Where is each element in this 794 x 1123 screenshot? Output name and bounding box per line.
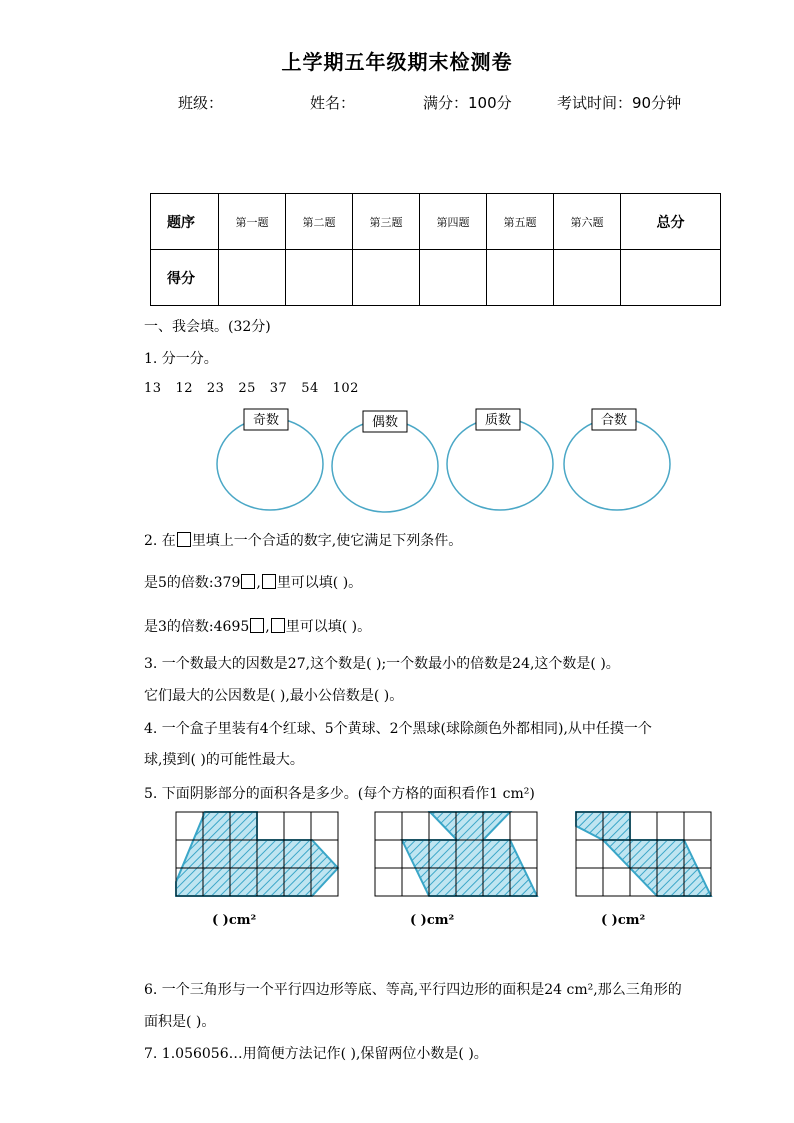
grid-figure-3 bbox=[576, 812, 711, 896]
page-title: 上学期五年级期末检测卷 bbox=[281, 50, 513, 74]
q1-text: 1. 分一分。 bbox=[144, 351, 218, 367]
q5-answer-2[interactable]: ( )cm² bbox=[410, 913, 455, 928]
col-total: 总分 bbox=[621, 194, 721, 250]
blank-box-icon bbox=[271, 618, 285, 633]
col-q6: 第六题 bbox=[554, 194, 621, 250]
full-score: 满分：100分 bbox=[423, 94, 512, 112]
q4-line2: 球,摸到( )的可能性最大。 bbox=[144, 752, 304, 768]
blank-box-icon[interactable] bbox=[241, 574, 255, 589]
exam-time: 考试时间：90分钟 bbox=[557, 94, 682, 112]
q2-line1 bbox=[144, 572, 362, 592]
score-cell[interactable] bbox=[554, 250, 621, 306]
col-q4: 第四题 bbox=[420, 194, 487, 250]
q5-text: 5. 下面阴影部分的面积各是多少。(每个方格的面积看作1 cm²) bbox=[144, 786, 535, 802]
col-q2: 第二题 bbox=[286, 194, 353, 250]
col-q1: 第一题 bbox=[219, 194, 286, 250]
q3-line1: 3. 一个数最大的因数是27,这个数是( );一个数最小的倍数是24,这个数是( )。 bbox=[144, 656, 620, 672]
q1-numbers: 13 12 23 25 37 54 102 bbox=[144, 381, 359, 396]
set-even bbox=[332, 411, 438, 512]
q2-line1-b: , bbox=[256, 575, 261, 591]
blank-box-icon[interactable] bbox=[250, 618, 264, 633]
q2-line2-c: 里可以填( )。 bbox=[285, 619, 372, 635]
set-label-composite: 合数 bbox=[600, 413, 628, 428]
score-cell[interactable] bbox=[219, 250, 286, 306]
q6-line1: 6. 一个三角形与一个平行四边形等底、等高,平行四边形的面积是24 cm²,那么三角形的 bbox=[144, 982, 682, 998]
score-cell[interactable] bbox=[487, 250, 554, 306]
row-label-order: 题序 bbox=[151, 194, 219, 250]
q2-line2-b: , bbox=[265, 619, 270, 635]
q4-line1: 4. 一个盒子里装有4个红球、5个黄球、2个黑球(球除颜色外都相同),从中任摸一个 bbox=[144, 721, 652, 737]
grid-figure-2 bbox=[375, 812, 537, 896]
name-label: 姓名： bbox=[310, 94, 356, 112]
grid-figure-1 bbox=[176, 812, 338, 896]
sets-diagram bbox=[200, 400, 690, 520]
blank-box-icon bbox=[262, 574, 276, 589]
score-cell[interactable] bbox=[353, 250, 420, 306]
q2-text bbox=[144, 530, 462, 550]
q2-line1-c: 里可以填( )。 bbox=[276, 575, 363, 591]
col-q3: 第三题 bbox=[353, 194, 420, 250]
q5-answer-3[interactable]: ( )cm² bbox=[601, 913, 646, 928]
q2-line2 bbox=[144, 616, 371, 636]
q3-line2: 它们最大的公因数是( ),最小公倍数是( )。 bbox=[144, 688, 404, 704]
set-odd bbox=[217, 409, 323, 510]
blank-box-icon bbox=[177, 532, 191, 547]
score-cell[interactable] bbox=[420, 250, 487, 306]
q6-line2: 面积是( )。 bbox=[144, 1014, 216, 1030]
set-label-even: 偶数 bbox=[371, 415, 399, 430]
q7-line1: 7. 1.056056…用简便方法记作( ),保留两位小数是( )。 bbox=[144, 1046, 488, 1062]
q2-text-b: 里填上一个合适的数字,使它满足下列条件。 bbox=[191, 533, 463, 549]
col-q5: 第五题 bbox=[487, 194, 554, 250]
set-composite bbox=[564, 409, 670, 510]
q2-text-a: 2. 在 bbox=[144, 533, 176, 549]
set-label-odd: 奇数 bbox=[252, 413, 280, 428]
total-score-cell[interactable] bbox=[621, 250, 721, 306]
score-table bbox=[150, 193, 721, 306]
row-label-score: 得分 bbox=[151, 250, 219, 306]
set-label-prime: 质数 bbox=[484, 413, 512, 428]
shaded-grids bbox=[170, 808, 720, 903]
q2-line1-a: 是5的倍数:379 bbox=[144, 575, 241, 591]
q5-answer-1[interactable]: ( )cm² bbox=[212, 913, 257, 928]
set-prime bbox=[447, 409, 553, 510]
score-cell[interactable] bbox=[286, 250, 353, 306]
section-heading: 一、我会填。(32分) bbox=[144, 319, 271, 335]
class-label: 班级： bbox=[178, 94, 224, 112]
q2-line2-a: 是3的倍数:4695 bbox=[144, 619, 250, 635]
